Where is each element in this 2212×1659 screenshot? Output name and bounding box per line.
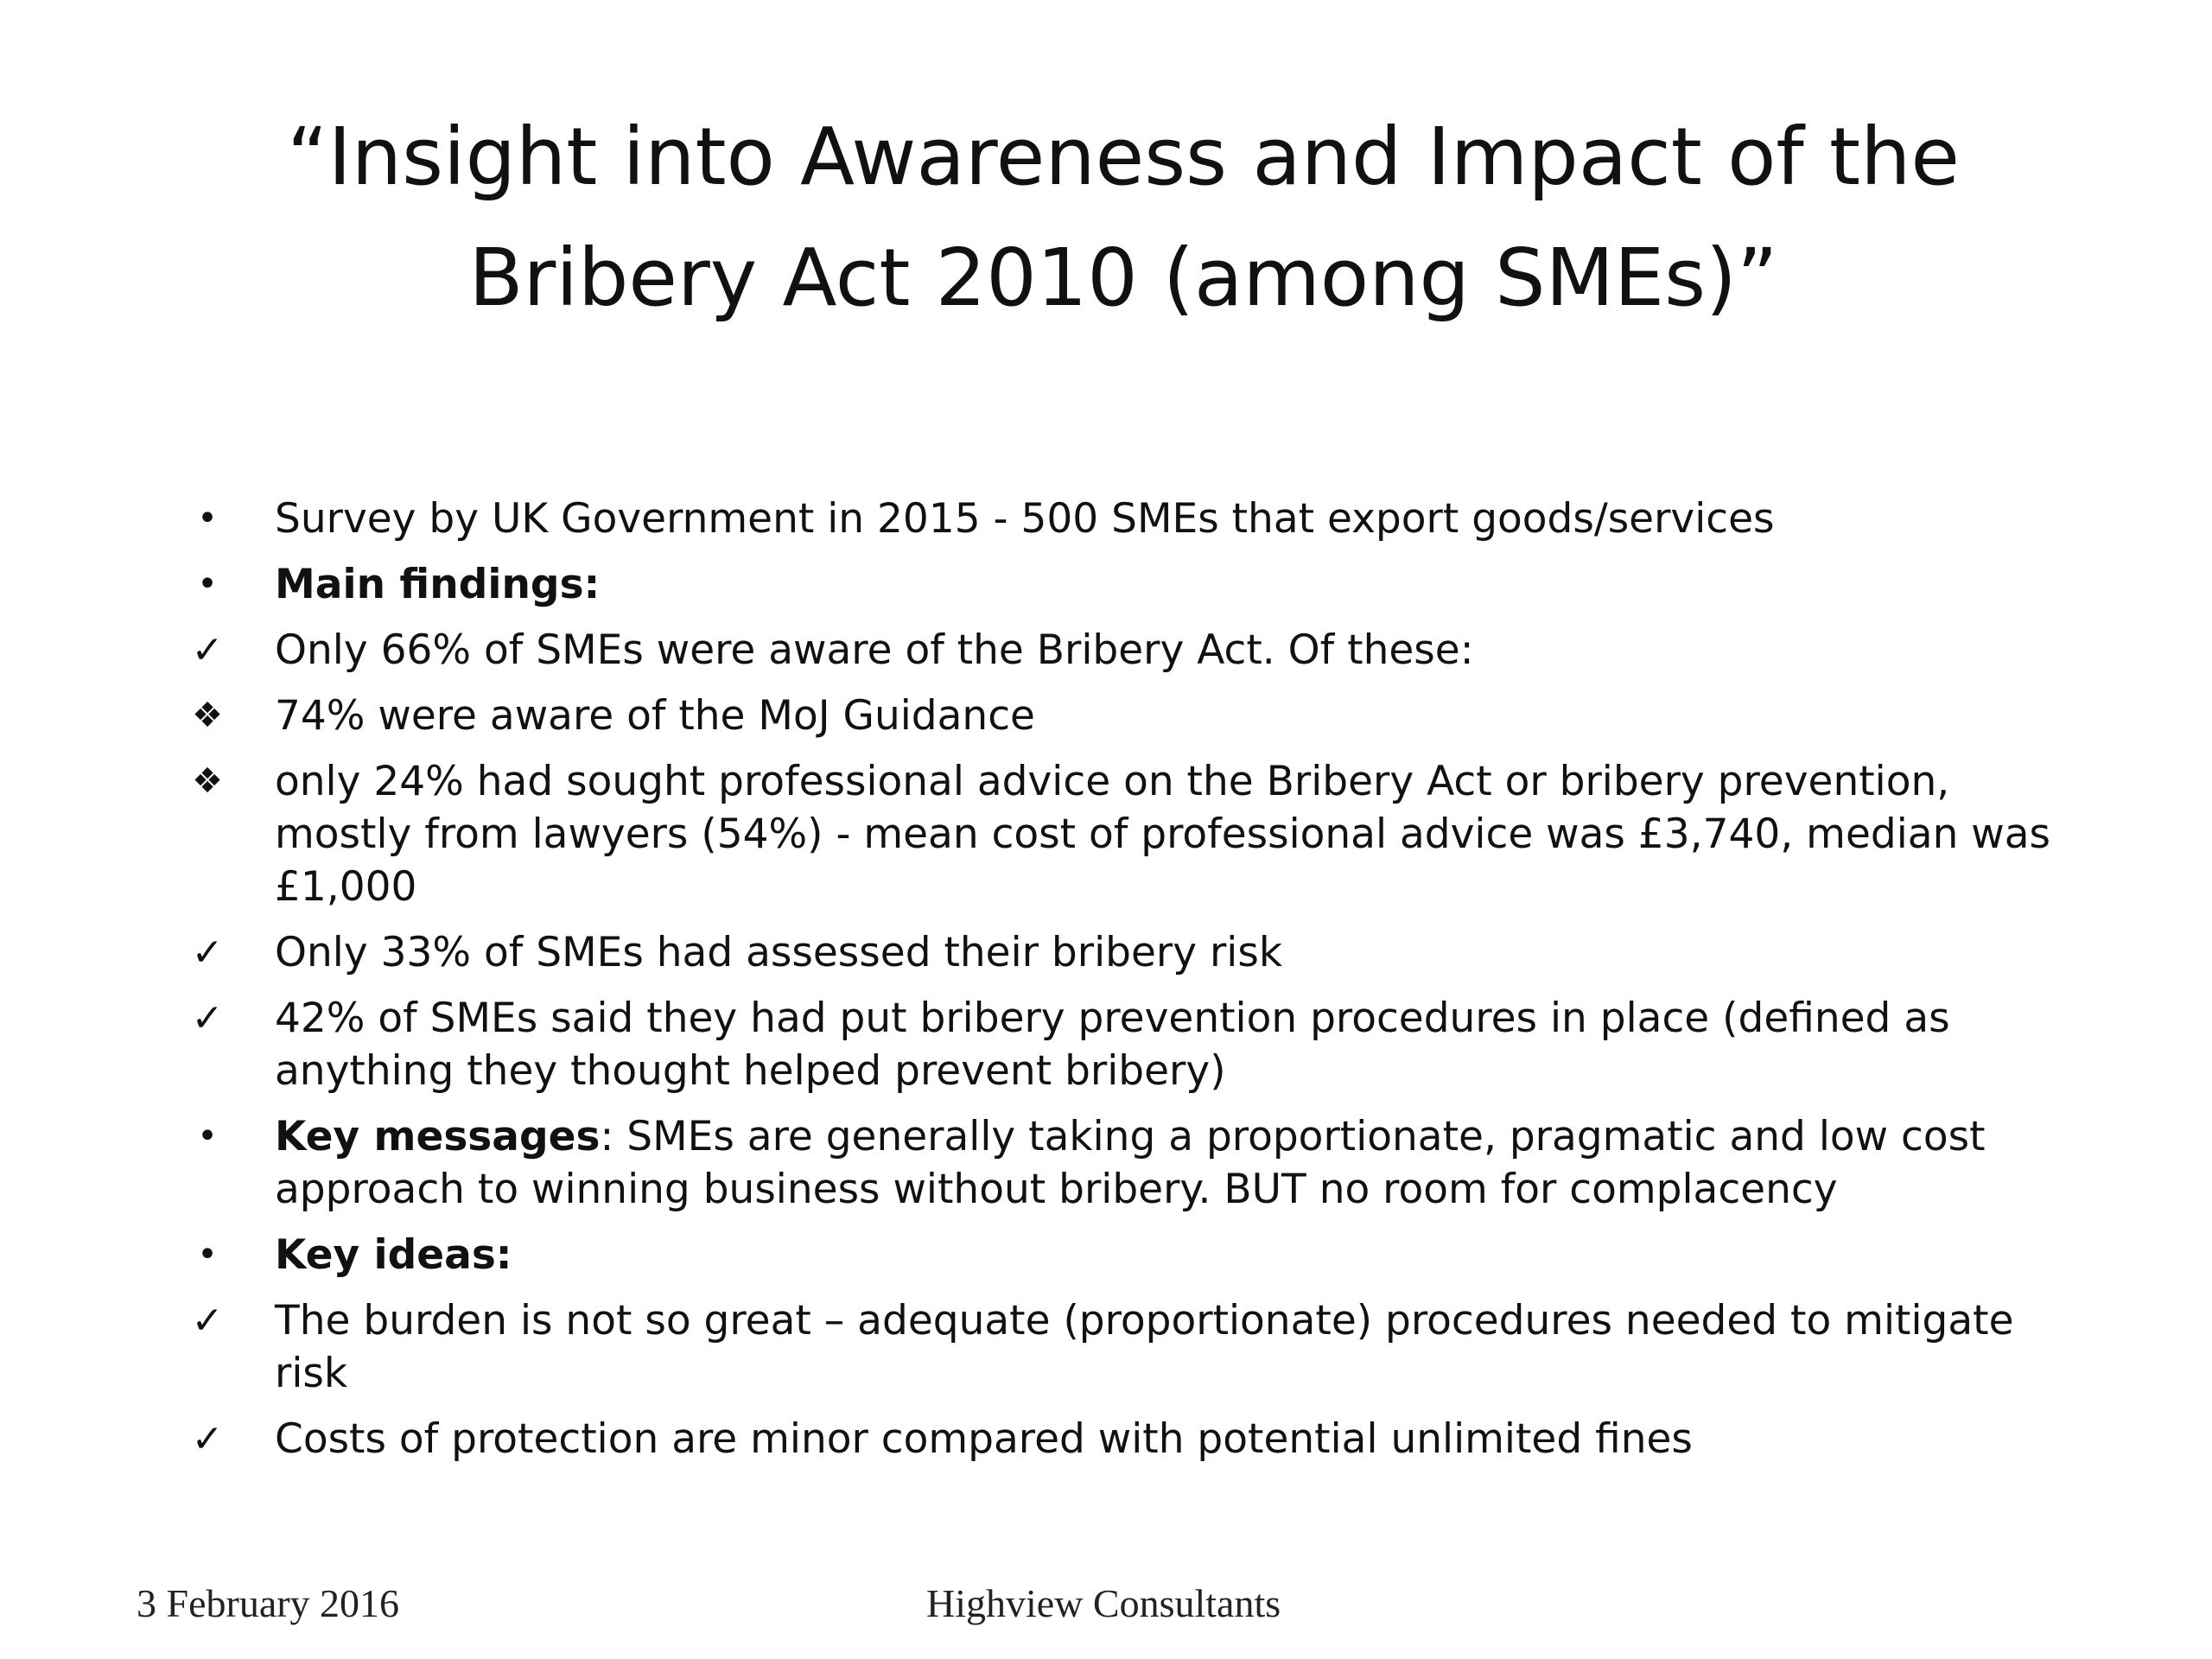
bullet-item-burden [181, 1294, 2082, 1400]
bullet-text: Costs of protection are minor compared with potential unlimited fines [275, 1415, 1693, 1463]
bullet-text: only 24% had sought professional advice on the Bribery Act or bribery prevention, mostly from lawyers (54%) - mean cost of professional advice was £3,740, median was £1,000 [275, 758, 2051, 911]
bullet-list [181, 493, 2082, 1478]
slide-title-line-2: Bribery Act 2010 (among SMEs)” [468, 232, 1778, 324]
slide-title-line-1: “Insight into Awareness and Impact of the [287, 111, 1960, 203]
bullet-text: : SMEs are generally taking a proportionate, pragmatic and low cost approach to winning business without bribery. BUT no room for complacency [275, 1113, 1986, 1213]
checkmark-icon: ✓ [191, 931, 224, 975]
bullet-item-moj-guidance [181, 690, 2082, 742]
bullet-item-risk-assessed [181, 926, 2082, 979]
checkmark-icon: ✓ [191, 996, 224, 1040]
checkmark-icon: ✓ [191, 628, 224, 672]
checkmark-icon: ✓ [191, 1417, 224, 1461]
bullet-item-costs [181, 1413, 2082, 1465]
bullet-item-awareness [181, 624, 2082, 677]
diamond-bullet-icon: ❖ [192, 696, 223, 735]
footer-date: 3 February 2016 [137, 1581, 400, 1625]
bullet-text: Only 33% of SMEs had assessed their bribery risk [275, 929, 1283, 976]
bullet-dot-icon: • [197, 1235, 218, 1274]
bullet-dot-icon: • [197, 1116, 218, 1156]
footer-organization: Highview Consultants [926, 1581, 1281, 1625]
checkmark-icon: ✓ [191, 1299, 224, 1343]
bullet-item-key-ideas [181, 1229, 2082, 1281]
bullet-heading: Key messages [275, 1113, 601, 1160]
bullet-item-procedures [181, 992, 2082, 1097]
bullet-text: The burden is not so great – adequate (proportionate) procedures needed to mitigate risk [275, 1297, 2014, 1397]
diamond-bullet-icon: ❖ [192, 761, 223, 801]
bullet-dot-icon: • [197, 499, 218, 538]
bullet-heading: Main findings: [275, 561, 601, 608]
bullet-item-key-messages [181, 1110, 2082, 1216]
bullet-item-survey [181, 493, 2082, 545]
bullet-heading: Key ideas: [275, 1231, 512, 1279]
bullet-text: Survey by UK Government in 2015 - 500 SMEs that export goods/services [275, 495, 1775, 543]
slide-title [156, 97, 2091, 339]
bullet-text: Only 66% of SMEs were aware of the Bribery Act. Of these: [275, 626, 1474, 674]
bullet-item-main-findings [181, 558, 2082, 611]
bullet-text: 42% of SMEs said they had put bribery prevention procedures in place (defined as anything they thought helped prevent bribery) [275, 995, 1950, 1095]
bullet-text: 74% were aware of the MoJ Guidance [275, 692, 1035, 740]
bullet-item-professional-advice [181, 755, 2082, 913]
bullet-dot-icon: • [197, 564, 218, 604]
